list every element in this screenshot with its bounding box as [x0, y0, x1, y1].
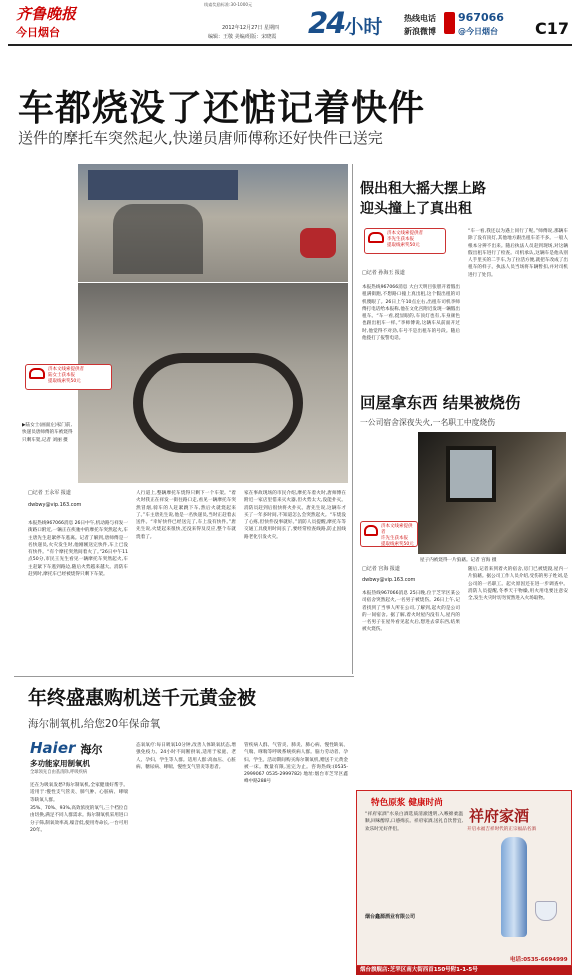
side2-body: 本报热线967066消息 25日晚,位于芝罘区某公司宿舍突然起火,一名男子被烧伤。26日上午,记者找到了当事人所在公司,了解到,起火的是公司的一间宿舍。据了解,着火时屋内没有人,屋内的一名男子在屋外看见起火后,想进去拿东西,结果被火烧伤。	[362, 591, 460, 633]
badge-line-1: 济本文线索提供者	[387, 231, 423, 236]
side2-subhead: 一公司宿舍深夜失火,一名职工中度烧伤	[360, 418, 496, 427]
liquor-bottle	[501, 837, 527, 937]
top-note: 线索奖励标准:30-1000元	[204, 2, 253, 7]
ad-headline: 年终盛惠购机送千元黄金被	[28, 687, 257, 709]
paper-name: 齐鲁晚报	[16, 5, 77, 23]
liquor-company: 烟台鑫源酒业有限公司	[365, 914, 416, 920]
liquor-ad-title: 特色原浆 健康时尚	[371, 798, 443, 808]
page-number: C17	[535, 19, 570, 38]
lead-photo-top	[78, 164, 348, 282]
badge-line-3: 提取线索奖50元	[381, 542, 414, 547]
weibo-handle: @今日烟台	[458, 27, 498, 36]
masthead-rule	[8, 44, 572, 46]
liquor-address: 烟台旗舰店:芝罘区南大街西首150号附1-1-5号	[360, 967, 478, 973]
badge-line-3: 提取线索奖50元	[387, 243, 420, 248]
storefront	[88, 170, 238, 200]
ad-body-col1: 35%、70%、93%,高效浓度的氧气,三个档位自由切换,满足不同人群需求。海尔制氧机采用进口分子筛,制氧效率高,噪音低,使用寿命长,一台可用20年。	[30, 806, 128, 833]
brand-24	[308, 6, 382, 40]
brand-word: 小时	[344, 16, 383, 38]
badge-line-2: 陆女士获本报	[48, 373, 75, 378]
scooter	[300, 228, 336, 258]
ad-sidebar-text: 还在为吸氧发愁?海尔制氧机,全家健康好帮手。适用于:慢性支气管炎、肺气肿、心脏病、哮喘等缺氧人群。	[30, 783, 128, 802]
side1-body-2: “车一看,我还以为遇上同行了呢。”师傅说,那辆车除了没有顶灯,其他地方跟出租车差不多。一般人根本分辨不出来。随后执法人员赶到现场,对这辆假出租车进行了检查。司机承认,这辆车是他从别人手里买的二手车,为了拉活方便,就把车改成了出租车的样子。执法人员当场将车辆暂扣,并对司机进行了处罚。	[468, 229, 568, 278]
haier-brand-cn: 海尔	[80, 743, 103, 756]
date-line: 2012年12月27日 星期四	[222, 25, 280, 31]
lead-subhead: 送件的摩托车突然起火,快递员唐师傅称还好快件已送完	[18, 129, 383, 147]
hotline-label: 热线电话	[404, 14, 436, 23]
side1-hotline-badge	[364, 228, 446, 254]
weibo-icon	[444, 12, 455, 34]
haier-product: 多功能家用制氧机	[30, 759, 90, 768]
badge-line-3: 提取线索奖50元	[48, 379, 81, 384]
section-name: 今日烟台	[16, 26, 60, 39]
badge-line-1: 济本文线索提供者	[48, 367, 84, 372]
side2-body-2: 随后,记者来到着火的宿舍,房门已被烧毁,屋内一片狼藉。据公司工作人员介绍,受伤的男子姓刘,是公司的一名职工。起火原因还在进一步调查中。消防人员提醒,冬季天干物燥,用火用电要注意安全,发生火灾时切勿贸然进入火场取物。	[468, 567, 568, 602]
badge-line-2: 许先生获本报	[381, 536, 408, 541]
bystanders	[113, 204, 203, 274]
liquor-cup	[535, 901, 557, 921]
lead-email: dwbwy@vip.163.com	[28, 502, 82, 508]
weibo-label: 新浪微博	[404, 27, 436, 36]
liquor-logo-sub: 开启永福吉祥时代的正宗福品名酒	[467, 827, 536, 832]
lead-hotline-badge	[25, 364, 112, 390]
lead-photo-bottom	[78, 283, 348, 483]
liquor-body: “祥府家酒”水泉白酒选质清澈透明,入喉绵柔温顺,回味醇厚,口感绵长。祥府家酒,送礼自饮皆宜,欢乐时光好伴侣。	[365, 812, 463, 832]
ad-body-col3: 管疾病人群、气管炎、肺炎、肺心病、慢性缺氧、气喘、哮喘等呼吸系统疾病人群。脑力劳动者、孕妇、学生。活动期间购买海尔制氧机,赠送千元黄金被一床。数量有限,送完为止。咨询热线:(0535-2999067 0535-2999782) 地址:烟台市芝罘区鑫峰中路288号	[244, 743, 348, 785]
masthead	[0, 0, 580, 44]
side2-headline: 回屋拿东西 结果被烧伤	[360, 394, 521, 412]
phone-icon	[29, 368, 45, 379]
side2-photo-caption: 屋子内被烧得一片狼藉。记者 宫海 摄	[420, 558, 497, 563]
liquor-phone: 电话:0535-6694999	[510, 957, 568, 963]
side1-headline-2: 迎头撞上了真出租	[360, 201, 472, 217]
ad-divider	[14, 676, 354, 677]
burnt-motorcycle	[133, 353, 303, 453]
lead-body-col1: 本报热线967066消息 26日中午,机动路与祥发一街路口附近,一辆正在疾驰中的摩托车突然起火,车主唐先生赶紧停车逃离。记者了解到,唐师傅是一名快递员,火灾发生时,他刚刚送完快件,车上已没有快件。“有个摩托突然间着火了。”26日中午11点50分,市民王先生看见一辆摩托车突然起火,车主赶紧下车逃到路边,随后火势越来越大。消防车赶到时,摩托车已经被烧得只剩下车架。	[28, 521, 128, 578]
window-frame	[446, 446, 496, 502]
badge-line-2: 李先生获本报	[387, 237, 414, 242]
side1-reporter-line: □记者 孙海玉 报道	[362, 270, 405, 276]
haier-brand: Haier	[30, 739, 76, 757]
ad-body-col2: 态氧氧疗:每日吸氧10分钟,改善人体缺氧状态,增强免疫力。24小时不间断供氧,适用于家庭、老人、孕妇、学生等人群。适用人群:高血压、心脏病、糖尿病、哮喘、慢性支气管炎等患者。	[136, 743, 236, 770]
liquor-logo: 祥府家酒	[469, 807, 530, 825]
phone-icon	[364, 525, 378, 536]
side2-hotline-badge	[360, 521, 418, 547]
liquor-ad	[356, 790, 572, 966]
side1-body: 本报热线967066消息 大白天明目张胆开着假出租满街跑,不想路口撞上真出租,这个假出租的司机傻眼了。26日上午10点左右,出租车司机李师傅打电话给本报称,他在文化宫附近发现一辆假出租车。“车一看,挺显眼的,车顶灯也有,车身颜色也跟出租车一样。”李师傅说,这辆车从前面开过时,他觉得不对劲,车号不是出租车的号段。随后他拨打了报警电话。	[362, 285, 460, 342]
side2-reporter-line: □记者 宫海 报道	[362, 566, 400, 572]
lead-headline: 车都烧没了还惦记着快件	[18, 88, 426, 129]
side2-email: dwbwy@vip.163.com	[362, 577, 416, 583]
staff-line: 编辑：王敬 美编/组版：宋晓霞	[208, 34, 277, 40]
lead-reporter-line: □记者 王永军 报道	[28, 490, 71, 496]
lead-body-col2: 人行道上,整辆摩托车烧得只剩下一个车架。“着火时我正在祥发一街往路口走,看见一辆摩托车突然冒烟,骑车的人赶紧跳下车,然后火就烧起来了。”车主唐先生说,他是一名快递员,当时正赶着去送件。“幸好快件已经送完了,车上没有快件。”唐先生说,火烧起来很快,还没来得及反应,整个车就烧着了。	[136, 491, 236, 540]
side1-headline-1: 假出租大摇大摆上路	[360, 181, 486, 197]
ad-subhead: 海尔制氧机,给您20年保命氧	[28, 718, 161, 730]
phone-icon	[368, 232, 384, 243]
haier-logo	[30, 738, 130, 778]
badge-line-1: 济本文线索提供者	[381, 524, 413, 535]
column-divider	[352, 164, 353, 674]
brand-number: 24	[308, 6, 345, 40]
side2-photo	[418, 432, 566, 554]
lead-photo-caption: ▶陆女士(画面左)家门前,快递员唐师傅的车被烧得只剩车架,记者 刘丽 摄	[22, 423, 73, 443]
hotline-number: 967066	[458, 11, 504, 24]
haier-tagline: 全球领先自由基清除,呼吸疾病	[30, 770, 88, 775]
lead-body-col3: 家在事故现场的市民介绍,摩托车着火时,唐师傅在附近一家店里借来灭火器,但火势太大,没能扑灭。消防员赶到后很快将火扑灭。唐先生说,这辆车才买了一年多时间,不知道怎么会突然起火。“车烧没了心疼,但快件没事就好。”消防人员提醒,摩托车等交通工具使用时间长了,要经常检查线路,防止因线路老化引发火灾。	[244, 491, 346, 540]
